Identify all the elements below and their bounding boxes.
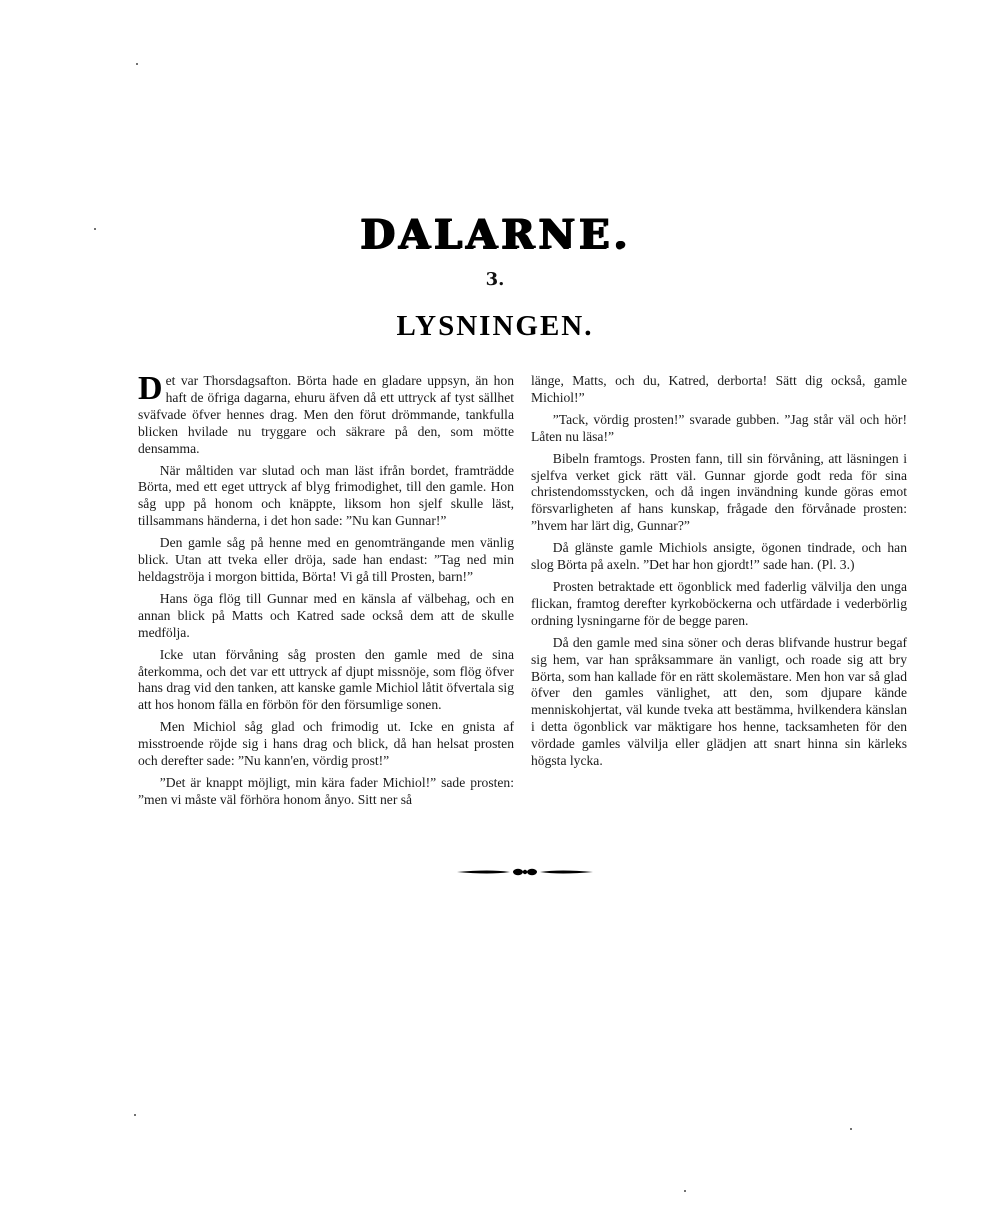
paragraph: Den gamle såg på henne med en genomträngande men vänlig blick. Utan att tveka eller dröja, sade han endast: ”Tag ned min heldagströja i morgon bittida, Börta! Vi gå till Prosten, barn!” xyxy=(138,535,514,584)
left-column xyxy=(138,370,514,814)
chapter-number: 3. xyxy=(485,269,505,290)
paragraph: Då den gamle med sina söner och deras blifvande hustrur begaf sig hem, var han språksammare än vanligt, och roade sig att bry Börta, som han kallade för en rätt skolemästare. Men hon var så glad öfver den gamles vänlighet, att den, som djupare kände menniskohjertat, väl kunde tveka att bestämma, hvilkendera känslan i detta ögonblick var mäktigare hos henne, tacksamheten för den vördade gamles välvilja eller glädjen att snart hinna sin kärleks högsta lycka. xyxy=(531,634,907,769)
paragraph: Prosten betraktade ett ögonblick med faderlig välvilja den unga flickan, framtog derefter kyrkoböckerna och utfärdade i vederbörlig ordning lysningarne för de begge paren. xyxy=(531,578,907,628)
paragraph: ”Det är knappt möjligt, min kära fader Michiol!” sade prosten: ”men vi måste väl förhöra honom ånyo. Sitt ner så xyxy=(138,774,514,807)
drop-cap: D xyxy=(138,370,163,407)
paragraph xyxy=(138,370,514,458)
tailpiece-ornament-icon xyxy=(455,864,595,880)
paragraph-text: et var Thorsdagsafton. Börta hade en gladare uppsyn, än hon haft de öfriga dagarna, ehuru äfven då ett uttryck af tyst sällhet sväfvade öfver hennes drag. Men den förut drömmande, tankfulla blicken hvilade nu tryggare och säkrare på den, som mötte densamma. xyxy=(138,373,514,456)
paragraph: Men Michiol såg glad och frimodig ut. Icke en gnista af misstroende röjde sig i hans drag och blick, då han helsat prosten och derefter sade: ”Nu kann'en, vördig prost!” xyxy=(138,719,514,769)
paper-speck xyxy=(850,1128,852,1130)
paragraph: När måltiden var slutad och man läst ifrån bordet, framträdde Börta, med ett eget uttryck af blyg frimodighet, till den gamle. Hon såg upp på honom och knäppte, liksom hon sjelf skulle läst, tillsammans händerna, i det hon sade: ”Nu kan Gunnar!” xyxy=(138,462,514,529)
paper-speck xyxy=(684,1190,686,1192)
paragraph: Då glänste gamle Michiols ansigte, ögonen tindrade, och han slog Börta på axeln. ”Det har hon gjordt!” sade han. (Pl. 3.) xyxy=(531,540,907,573)
paper-speck xyxy=(134,1114,136,1116)
chapter-subtitle: LYSNINGEN. xyxy=(396,310,594,342)
paragraph: Icke utan förvåning såg prosten den gamle med de sina återkomma, och det var ett uttryck af djupt missnöje, som flög öfver hans drag vid den tanken, att kanske gamle Michiol låtit öfvertala sig att hos honom fälla en förbön för den försumlige sonen. xyxy=(138,646,514,713)
paragraph: länge, Matts, och du, Katred, derborta! Sätt dig också, gamle Michiol!” xyxy=(531,373,907,405)
right-column xyxy=(531,373,907,775)
paragraph: ”Tack, vördig prosten!” svarade gubben. ”Jag står väl och hör! Låten nu läsa!” xyxy=(531,411,907,444)
paper-speck xyxy=(94,228,96,230)
paper-speck xyxy=(136,63,138,65)
paragraph: Hans öga flög till Gunnar med en känsla af välbehag, och en annan blick på Matts och Katred sade också dem att de skulle medfölja. xyxy=(138,590,514,640)
paragraph: Bibeln framtogs. Prosten fann, till sin förvåning, att läsningen i sjelfva verket gick rätt väl. Gunnar gjorde godt reda för sina christendomsstycken, och då ingen invändning kunde göras emot försvarligheten af hans kunskap, frågade den förvånade prosten: ”hvem har lärt dig, Gunnar?” xyxy=(531,450,907,534)
page-title: DALARNE. xyxy=(359,211,631,258)
